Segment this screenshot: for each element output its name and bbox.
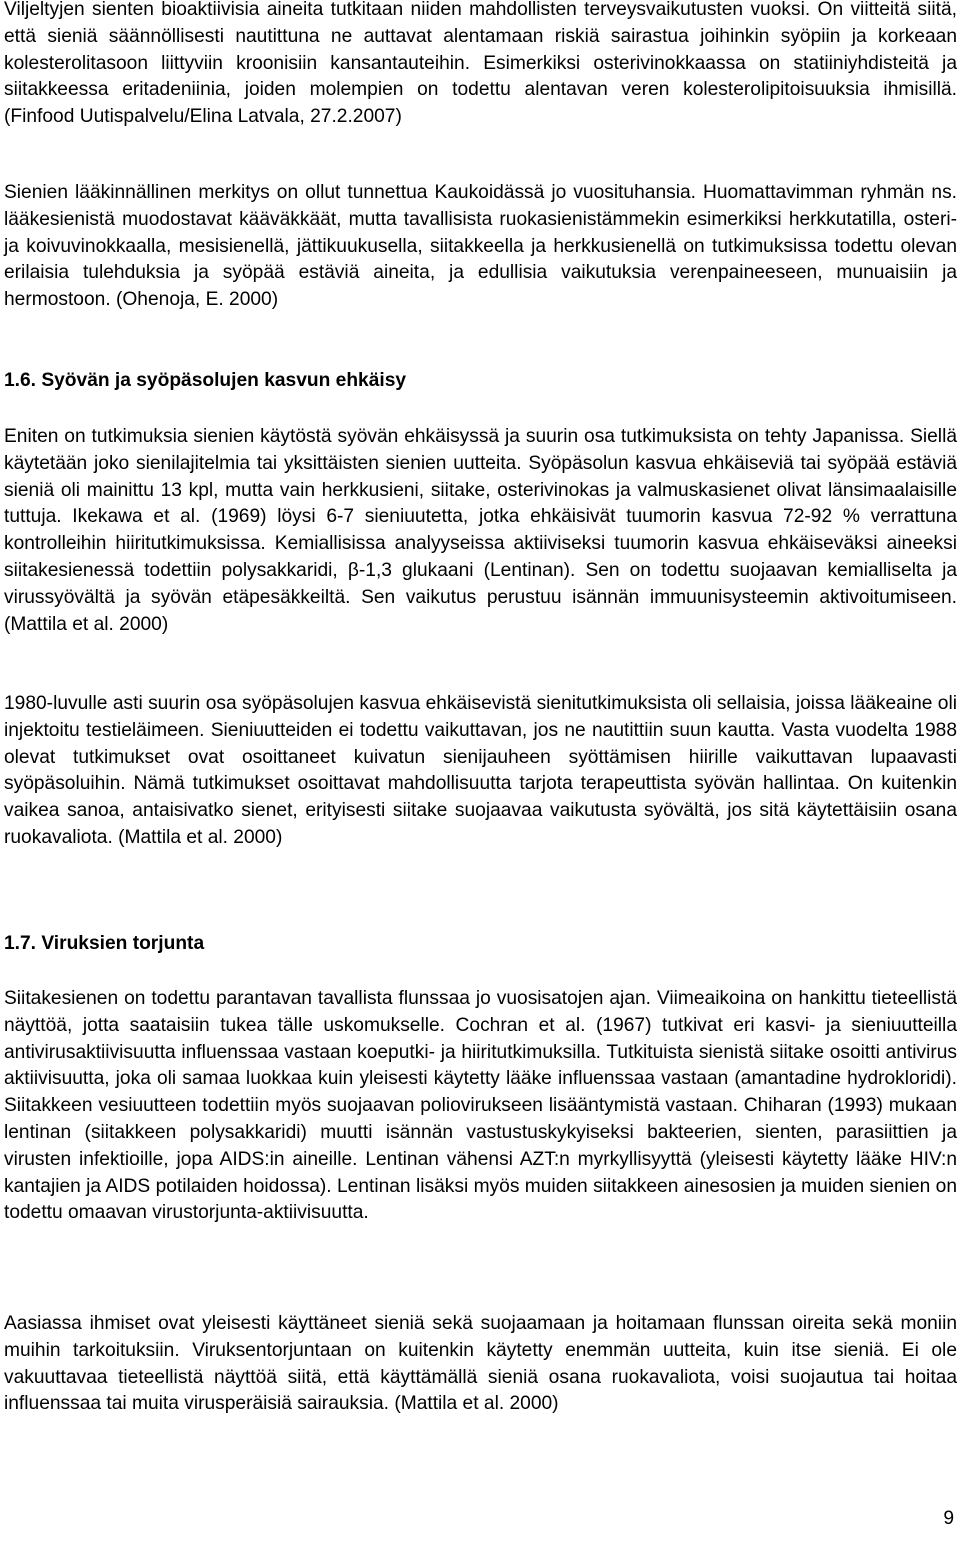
section-1-6-paragraph-1: Eniten on tutkimuksia sienien käytöstä syövän ehkäisyssä ja suurin osa tutkimuksista on tehty Japanissa. Siellä käytetään joko sienilajitelmia tai yksittäisten sienien uutteita. Syöpäsolun kasvua ehkäiseviä tai syöpää estäviä sieniä oli mainittu 13 kpl, mutta vain herkkusieni, siitake, osterivinokas ja valmuskasienet olivat länsimaalaisille tuttuja. Ikekawa et al. (1969) löysi 6-7 sieniuutetta, jotka ehkäisivät tuumorin kasvua 72-92 % verrattuna kontrolleihin hiiritutkimuksissa. Kemiallisissa analyyseissa aktiiviseksi tuumorin kasvua ehkäiseväksi aineeksi siitakesienessä todettiin polysakkaridi, β-1,3 glukaani (Lentinan). Sen on todettu suojaavan kemialliselta ja virussyövältä ja syövän etäpesäkkeiltä. Sen vaikutus perustuu isännän immuunisysteemin aktivoitumiseen. (Mattila et al. 2000) <box>4 426 957 635</box>
section-1-7-paragraph-2: Aasiassa ihmiset ovat yleisesti käyttäneet sieniä sekä suojaamaan ja hoitamaan flunssan oireita sekä moniin muihin tarkoituksiin. Viruksentorjuntaan on kuitenkin käytetty enemmän uutteita, kuin itse sieniä. Ei ole vakuuttavaa tieteellistä näyttöä siitä, että käyttämällä sieniä osana ruokavaliota, voisi suojautua tai hoitaa influenssaa tai muita virusperäisiä sairauksia. (Mattila et al. 2000) <box>4 1313 957 1415</box>
intro-paragraph: Viljeltyjen sienten bioaktiivisia aineita tutkitaan niiden mahdollisten terveysvaikutusten vuoksi. On viitteitä siitä, että sieniä säännöllisesti nautittuna ne auttavat alentamaan riskiä sairastua joihinkin syöpiin ja korkeaan kolesterolitasoon liittyviin kroonisiin kansantauteihin. Esimerkiksi osterivinokkaassa on statiiniyhdisteitä ja siitakkeessa eritadeniinia, joiden molempien on todettu alentavan veren kolesterolipitoisuuksia ihmisillä. (Finfood Uutispalvelu/Elina Latvala, 27.2.2007) <box>4 0 957 128</box>
medicinal-paragraph: Sienien lääkinnällinen merkitys on ollut tunnettua Kaukoidässä jo vuosituhansia. Huomattavimman ryhmän ns. lääkesienistä muodostavat kääväkkäät, mutta tavallisista ruokasienistämmekin esimerkiksi herkkutatilla, osteri- ja koivuvinokkaalla, mesisienellä, jättikuukusella, siitakkeella ja herkkusienellä on tutkimuksissa todettu olevan erilaisia tulehduksia ja syöpää estäviä aineita, ja edullisia vaikutuksia verenpaineeseen, munuaisiin ja hermostoon. (Ohenoja, E. 2000) <box>4 182 957 311</box>
section-1-7-heading: 1.7. Viruksien torjunta <box>4 933 205 954</box>
page-number: 9 <box>943 1508 954 1529</box>
section-1-6-paragraph-2: 1980-luvulle asti suurin osa syöpäsolujen kasvua ehkäisevistä sienitutkimuksista oli sellaisia, joissa lääkeaine oli injektoitu testieläimeen. Sieniuutteiden ei todettu vaikuttavan, jos ne nautittiin suun kautta. Vasta vuodelta 1988 olevat tutkimukset ovat osoittaneet kuivatun sienijauheen syöttämisen hiirille vaikuttavan lupaavasti syöpäsoluihin. Nämä tutkimukset osoittavat mahdollisuutta tarjota terapeuttista syövän hallintaa. On kuitenkin vaikea sanoa, antaisivatko sienet, erityisesti siitake suojaavaa vaikutusta syövältä, jos sitä käytettäisiin osana ruokavaliota. (Mattila et al. 2000) <box>4 693 957 848</box>
section-1-7-paragraph-1: Siitakesienen on todettu parantavan tavallista flunssaa jo vuosisatojen ajan. Viimeaikoina on hankittu tieteellistä näyttöä, jotta saataisiin tukea tälle uskomukselle. Cochran et al. (1967) tutkivat eri kasvi- ja sieniuutteilla antivirusaktiivisuutta influenssaa vastaan koeputki- ja hiiritutkimuksilla. Tutkituista sienistä siitake osoitti antivirus aktiivisuutta, joka oli samaa luokkaa kuin yleisesti käytetty lääke influenssaa vastaan (amantadine hydrokloridi). Siitakkeen vesiuutteen todettiin myös suojaavan poliovirukseen lisääntymistä vastaan. Chiharan (1993) mukaan lentinan (siitakkeen polysakkaridi) muutti isännän vastustuskykyiseksi bakteerien, sienten, parasiittien ja virusten infektioille, jopa AIDS:in aineille. Lentinan vähensi AZT:n myrkyllisyyttä (yleisesti käytetty lääke HIV:n kantajien ja AIDS potilaiden hoidossa). Lentinan lisäksi myös muiden siitakkeen ainesosien ja muiden sienien on todettu omaavan virustorjunta-aktiivisuutta. <box>4 988 957 1224</box>
section-1-6-heading: 1.6. Syövän ja syöpäsolujen kasvun ehkäisy <box>4 370 407 391</box>
